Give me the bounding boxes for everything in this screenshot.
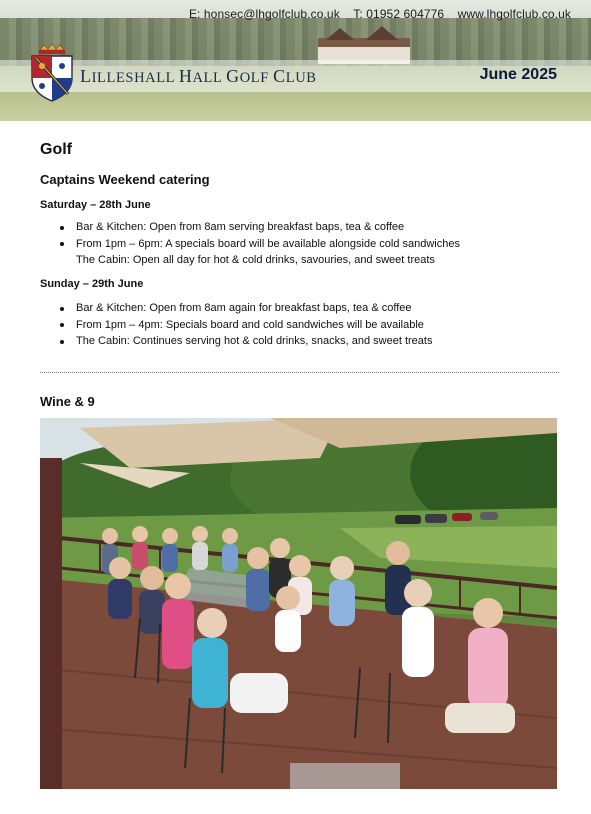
golf-heading: Golf	[40, 141, 72, 158]
header-banner	[0, 0, 591, 121]
list-item: Bar & Kitchen: Open from 8am again for breakfast baps, tea & coffee	[60, 300, 432, 317]
saturday-label: Saturday – 28th June	[40, 199, 151, 211]
contact-website[interactable]: www.lhgolfclub.co.uk	[457, 7, 571, 21]
list-item: From 1pm – 4pm: Specials board and cold sandwiches will be available	[60, 317, 432, 334]
club-name: LILLESHALL HALL GOLF CLUB	[80, 66, 317, 86]
club-crest-icon	[30, 44, 74, 102]
contact-email[interactable]: E: honsec@lhgolfclub.co.uk	[188, 7, 340, 21]
sunday-label: Sunday – 29th June	[40, 278, 144, 290]
contact-bar	[179, 7, 571, 21]
list-item: The Cabin: Open all day for hot & cold drinks, savouries, and sweet treats	[76, 254, 435, 266]
captains-weekend-heading: Captains Weekend catering	[40, 172, 210, 187]
group-photo-illustration	[40, 418, 557, 789]
section-divider	[40, 372, 559, 373]
issue-date: June 2025	[479, 66, 557, 83]
list-item: From 1pm – 6pm: A specials board will be available alongside cold sandwiches	[60, 236, 460, 253]
wine-and-9-photo	[40, 418, 557, 789]
contact-phone: T: 01952 604776	[353, 7, 445, 21]
sunday-list	[60, 300, 432, 350]
list-item: The Cabin: Continues serving hot & cold drinks, snacks, and sweet treats	[60, 333, 432, 350]
saturday-list	[60, 219, 460, 269]
list-item: Bar & Kitchen: Open from 8am serving breakfast baps, tea & coffee	[60, 219, 460, 236]
wine-and-9-heading: Wine & 9	[40, 394, 95, 409]
